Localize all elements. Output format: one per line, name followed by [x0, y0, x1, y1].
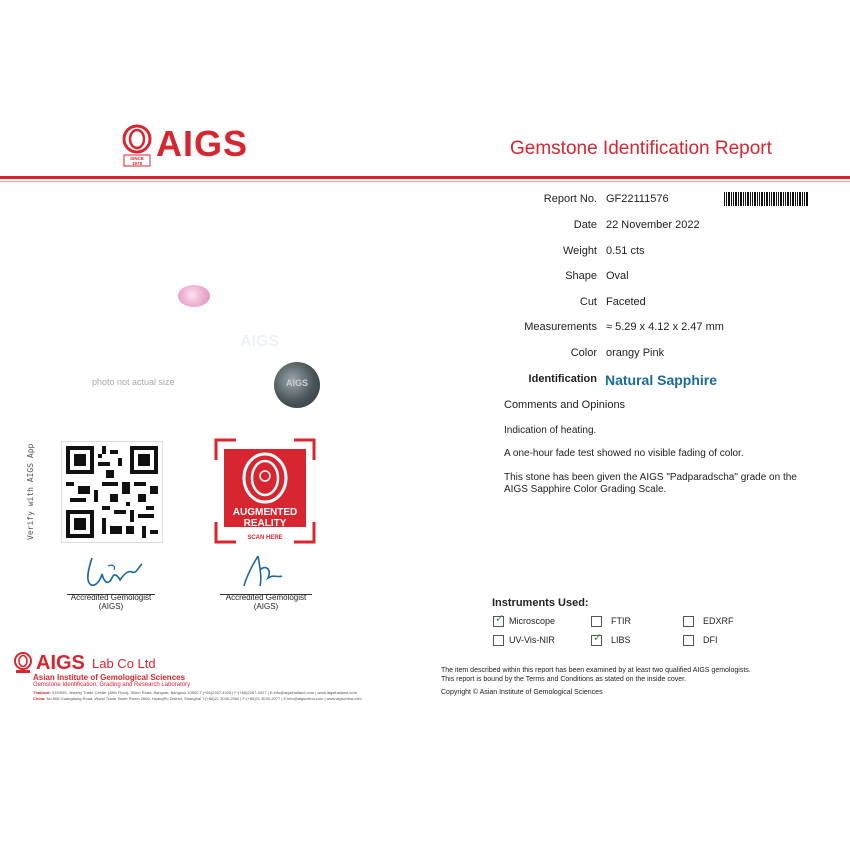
lab-tagline: Gemstone Identification, Grading and Research Laboratory	[33, 682, 191, 688]
comment-2: A one-hour fade test showed no visible fading of color.	[504, 448, 744, 459]
field-label-color: Color	[570, 347, 597, 359]
brand-name: AIGS	[156, 123, 249, 164]
field-value-shape: Oval	[606, 270, 629, 282]
field-label-date: Date	[573, 219, 597, 231]
instruments-heading: Instruments Used:	[492, 597, 589, 609]
checkbox-uv-vis-nir[interactable]	[493, 635, 504, 646]
lab-address-thailand	[33, 690, 357, 695]
checkbox-libs[interactable]	[591, 632, 603, 646]
identification-value: Natural Sapphire	[605, 372, 718, 388]
lab-address-china-text: No.808 Guangdong Road, World Trade Tower Room 2606, HuangPu District, Shanghai T:(+86)21 3030-2060 | F:(+86)21 3030-2077 | E:info@aigschina.com | www.aigschina.com	[46, 696, 362, 701]
lab-address-thailand-text: 919/539, Jewelry Trade Center (48th Floor), Silom Road, Bangrak, Bangkok 10500 T:(+66)2267-4325 | F:(+66)2267-4327 | E:info@aigsthailand.com | www.aigsthailand.com	[51, 690, 357, 695]
field-value-date: 22 November 2022	[606, 219, 700, 231]
disclaimer-line-2: This report is bound by the Terms and Conditions as stated on the inside cover.	[441, 676, 687, 683]
photo-watermark: AIGS	[240, 333, 280, 350]
label-uv-vis-nir: UV-Vis-NIR	[509, 635, 555, 645]
check-icon: ✓	[593, 632, 603, 644]
photo-note: photo not actual size	[92, 377, 175, 387]
label-microscope: Microscope	[509, 616, 556, 626]
gemstone-photo	[178, 285, 210, 307]
verify-app-text: Verify with AIGS App	[26, 443, 35, 540]
hologram-text: AIGS	[285, 378, 308, 388]
hologram-seal-icon	[274, 362, 320, 408]
lab-address-china	[33, 696, 362, 701]
comment-3: This stone has been given the AIGS "Padparadscha" grade on the AIGS Sapphire Color Grading Scale.	[504, 472, 797, 495]
field-label-measurements: Measurements	[524, 321, 597, 333]
signature-2-role: Accredited Gemologist	[225, 593, 307, 602]
checkbox-microscope[interactable]	[493, 613, 505, 627]
qr-code-icon[interactable]	[61, 441, 163, 543]
signature-1-role: Accredited Gemologist	[70, 593, 152, 602]
lab-institute: Asian Institute of Gemological Sciences	[33, 673, 186, 682]
signature-1-icon	[78, 552, 148, 594]
field-label-report-no: Report No.	[543, 193, 597, 205]
checkbox-edxrf[interactable]	[683, 616, 694, 627]
emblem-since-text: SINCE 1978	[130, 156, 144, 166]
label-libs: LIBS	[611, 635, 631, 645]
field-value-color: orangy Pink	[606, 347, 665, 359]
lab-name: Lab Co Ltd	[92, 656, 156, 671]
label-edxrf: EDXRF	[703, 616, 734, 626]
signature-1-org: (AIGS)	[98, 602, 124, 611]
signature-2-icon	[238, 552, 288, 594]
label-ftir: FTIR	[611, 616, 631, 626]
field-value-measurements: ≈ 5.29 x 4.12 x 2.47 mm	[606, 321, 724, 333]
field-value-weight: 0.51 cts	[606, 245, 645, 257]
field-label-weight: Weight	[562, 245, 597, 257]
label-dfi: DFI	[703, 635, 718, 645]
comment-1: Indication of heating.	[504, 425, 597, 436]
identification-label: Identification	[528, 373, 597, 385]
lab-address-thailand-label: Thailand:	[33, 690, 51, 695]
disclaimer-line-1: The item described within this report has been examined by at least two qualified AIGS gemologists.	[441, 667, 751, 674]
header-rule	[0, 176, 850, 179]
lab-address-china-label: China:	[33, 696, 46, 701]
ar-line-1: AUGMENTED	[232, 507, 298, 518]
checkbox-dfi[interactable]	[683, 635, 694, 646]
lab-brand: AIGS	[36, 652, 85, 674]
field-label-cut: Cut	[579, 296, 597, 308]
ar-emblem-icon	[242, 452, 288, 504]
checkbox-ftir[interactable]	[591, 616, 602, 627]
field-value-cut: Faceted	[606, 296, 646, 308]
copyright: Copyright © Asian Institute of Gemological Sciences	[441, 689, 603, 696]
header-thin-rule	[0, 181, 850, 182]
barcode-icon	[724, 192, 808, 206]
field-value-report-no: GF22111576	[606, 193, 669, 205]
lab-emblem-icon	[14, 652, 32, 674]
signature-2-org: (AIGS)	[253, 602, 279, 611]
ar-line-2: REALITY	[243, 518, 287, 529]
field-label-shape: Shape	[565, 270, 597, 282]
check-icon: ✓	[495, 613, 505, 625]
ar-scan-label: SCAN HERE	[247, 535, 283, 541]
comments-heading: Comments and Opinions	[504, 399, 626, 411]
report-title: Gemstone Identification Report	[510, 138, 772, 159]
